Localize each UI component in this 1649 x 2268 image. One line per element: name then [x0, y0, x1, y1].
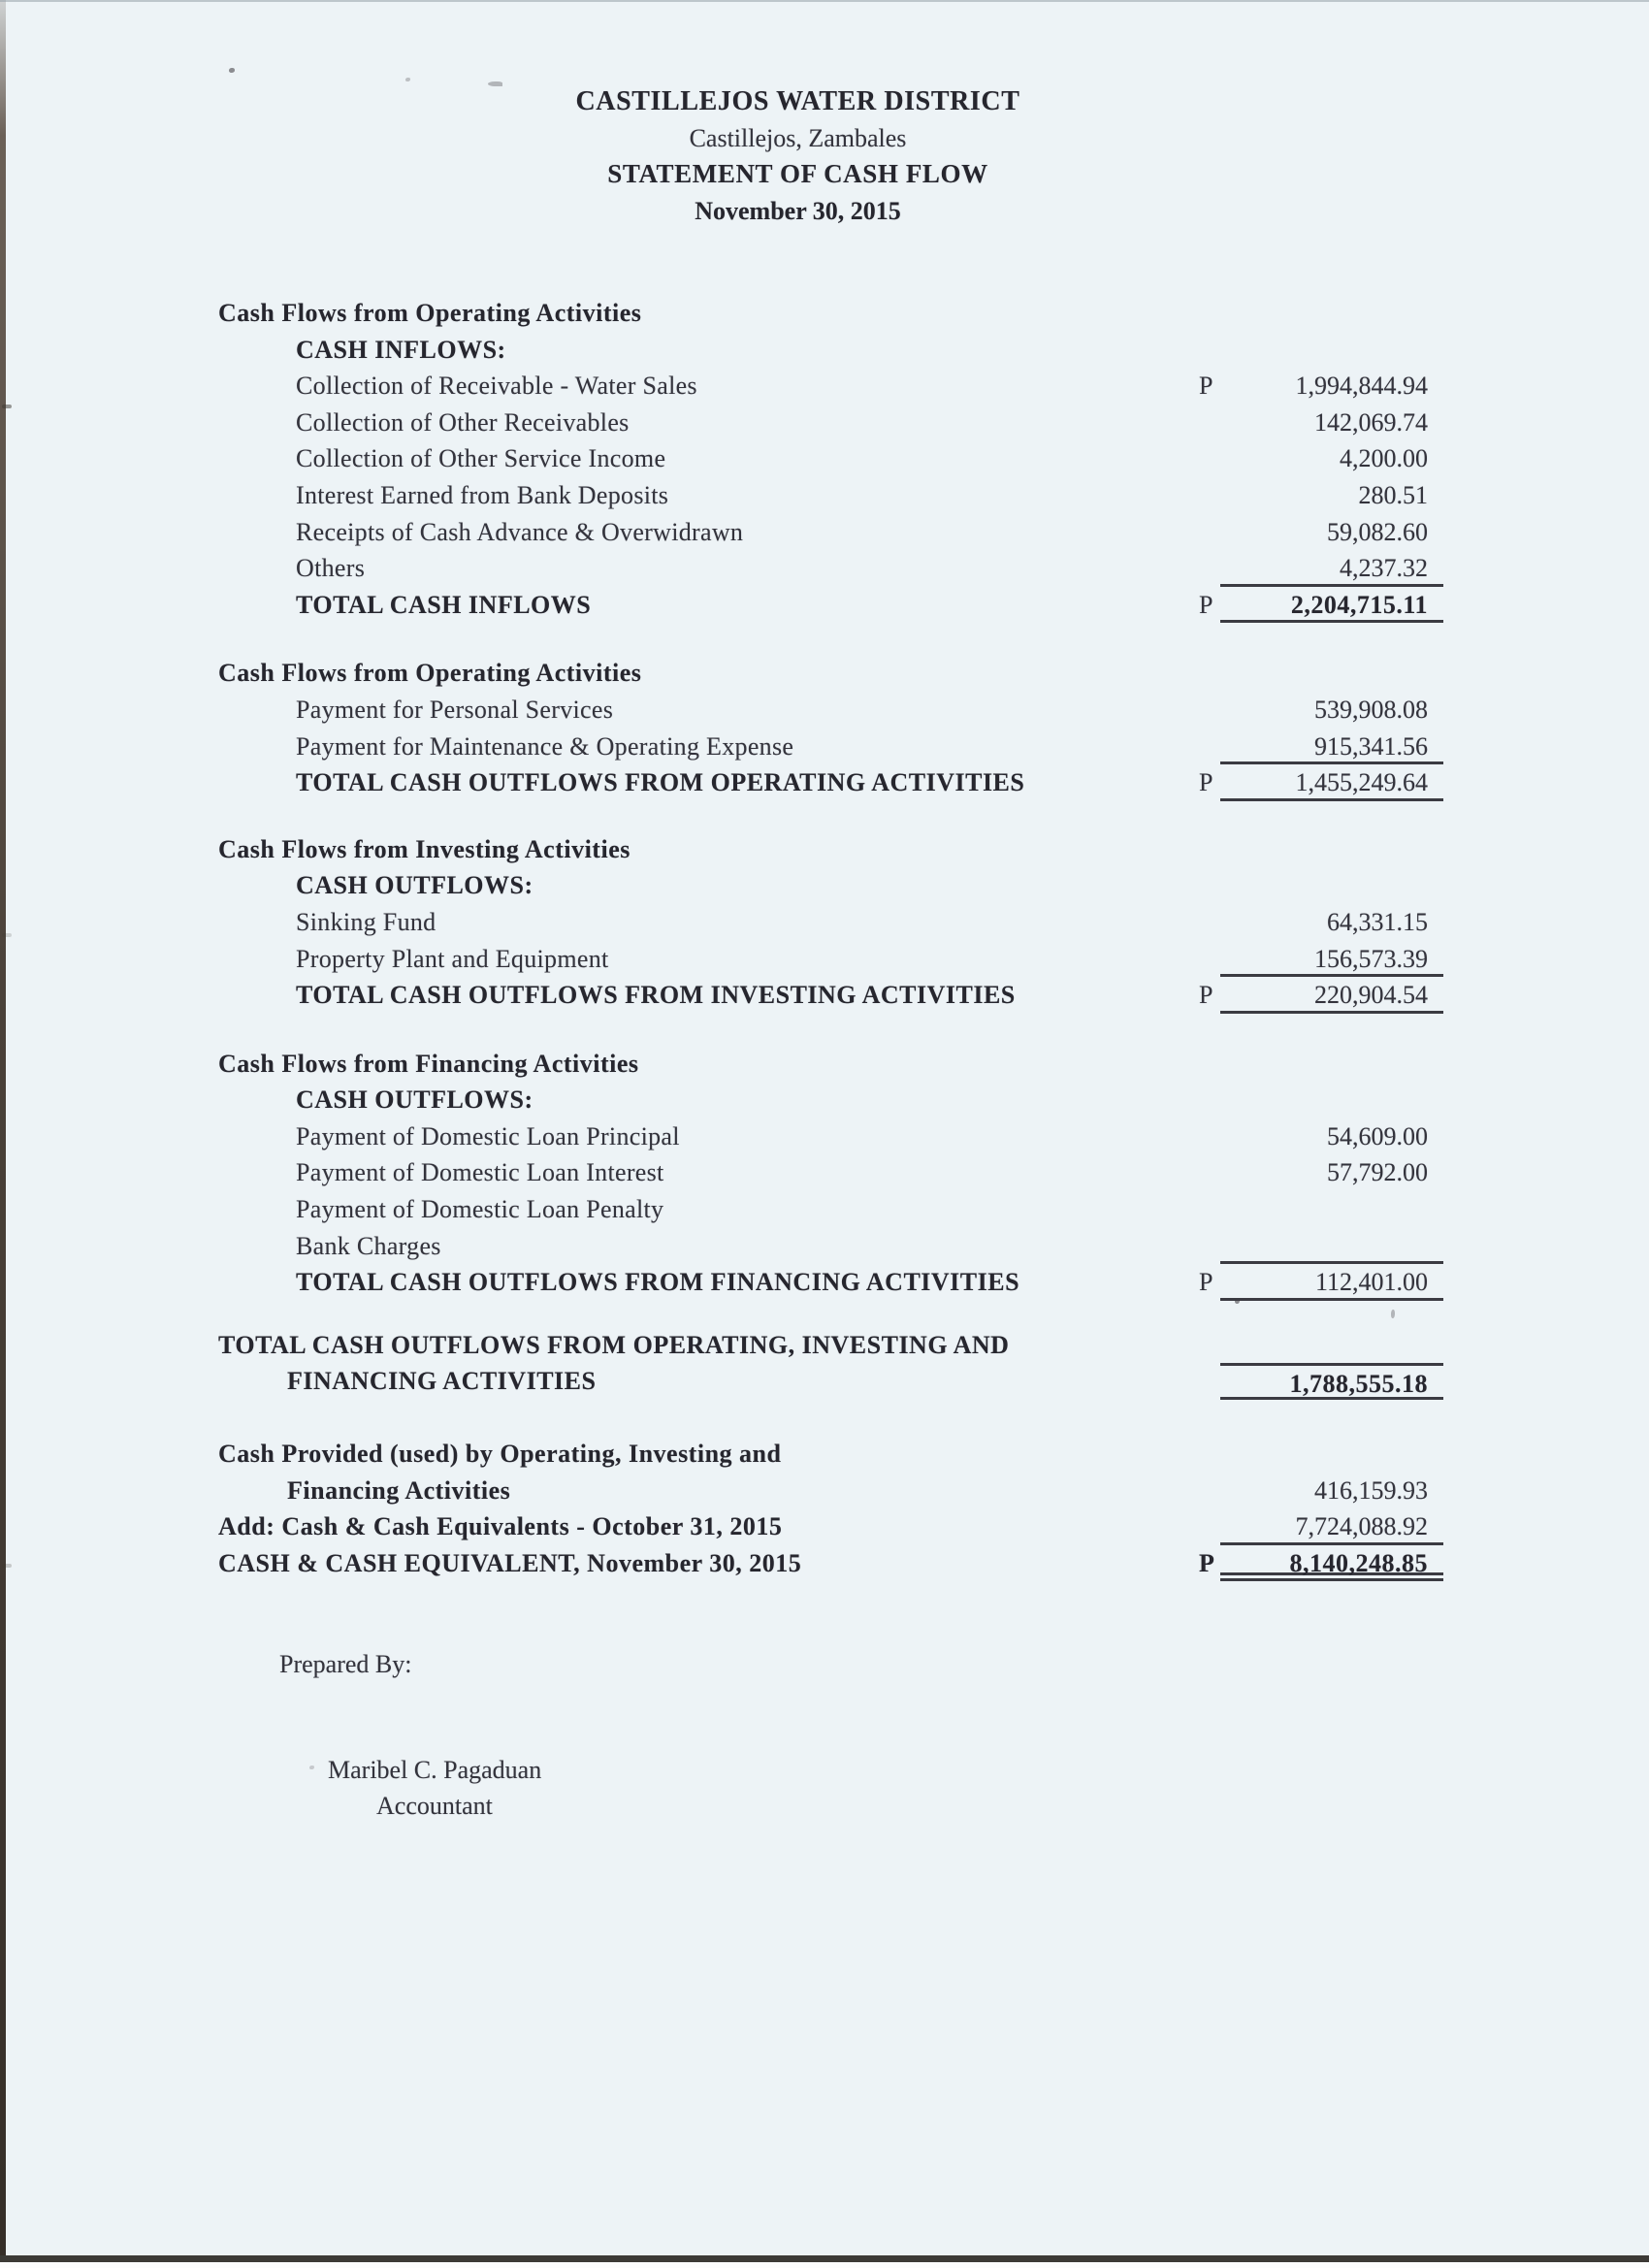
line-item-amount: 156,573.39	[1220, 941, 1443, 978]
scan-edge-top	[0, 0, 1649, 2]
section-total-label: TOTAL CASH OUTFLOWS FROM INVESTING ACTIVITIES	[296, 981, 1016, 1010]
line-item-label: Bank Charges	[296, 1231, 441, 1260]
peso-symbol: P	[1199, 1548, 1215, 1577]
spacer	[0, 1400, 1649, 1436]
add-equivalents-row	[0, 1508, 1649, 1545]
line-item-row	[0, 477, 1649, 514]
line-item-amount: 59,082.60	[1327, 517, 1428, 546]
grand-total-label-line1: TOTAL CASH OUTFLOWS FROM OPERATING, INVESTING AND	[218, 1330, 1010, 1359]
section-total-label: TOTAL CASH INFLOWS	[296, 590, 592, 619]
line-item-label: Sinking Fund	[296, 907, 436, 936]
line-item-row	[0, 514, 1649, 551]
line-item-amount	[1220, 1191, 1443, 1228]
line-item-row	[0, 1118, 1649, 1155]
line-item-row	[0, 941, 1649, 978]
section-total-amount: 1,455,249.64	[1220, 764, 1443, 801]
cash-provided-amount: 416,159.93	[1314, 1475, 1428, 1505]
section-heading: Cash Flows from Investing Activities	[218, 834, 630, 863]
line-item-row	[0, 904, 1649, 941]
peso-symbol: P	[1199, 590, 1213, 619]
organization-name: CASTILLEJOS WATER DISTRICT	[575, 86, 1020, 116]
section-subheading: CASH INFLOWS:	[296, 335, 506, 364]
line-item-row	[0, 1154, 1649, 1191]
line-item-amount: 4,200.00	[1340, 444, 1428, 473]
peso-symbol: P	[1199, 1268, 1213, 1297]
line-item-label: Collection of Receivable - Water Sales	[296, 372, 697, 401]
grand-total-label-line2: FINANCING ACTIVITIES	[287, 1367, 597, 1396]
line-item-label: Receipts of Cash Advance & Overwidrawn	[296, 517, 744, 546]
line-item-label: Collection of Other Service Income	[296, 444, 666, 473]
cash-provided-label-line1: Cash Provided (used) by Operating, Investing and	[218, 1440, 782, 1469]
line-item-amount: 57,792.00	[1327, 1158, 1428, 1187]
grand-total-amount: 1,788,555.18	[1220, 1363, 1443, 1400]
section-total-label: TOTAL CASH OUTFLOWS FROM FINANCING ACTIVITIES	[296, 1268, 1020, 1297]
cash-provided-row-2	[0, 1473, 1649, 1509]
section-total-row	[0, 977, 1649, 1014]
line-item-label: Payment of Domestic Loan Interest	[296, 1158, 664, 1187]
line-item-row	[0, 440, 1649, 477]
line-item-amount: 280.51	[1358, 480, 1428, 509]
spacer	[0, 801, 1649, 831]
section-heading: Cash Flows from Financing Activities	[218, 1049, 639, 1078]
document-header	[0, 83, 1596, 229]
add-equivalents-label: Add: Cash & Cash Equivalents - October 31, 2015	[218, 1512, 783, 1541]
ending-balance-amount: 8,140,248.85	[1220, 1545, 1443, 1582]
line-item-label: Interest Earned from Bank Deposits	[296, 480, 669, 509]
scan-edge-bottom-white	[0, 2262, 1649, 2268]
line-item-label: Collection of Other Receivables	[296, 407, 630, 437]
section-subheading-row	[0, 1082, 1649, 1118]
line-item-amount: 54,609.00	[1327, 1121, 1428, 1150]
cash-provided-label-line2: Financing Activities	[287, 1475, 511, 1505]
organization-location: Castillejos, Zambales	[689, 123, 907, 152]
section-total-label: TOTAL CASH OUTFLOWS FROM OPERATING ACTIVITIES	[296, 768, 1025, 797]
line-item-label: Others	[296, 554, 366, 583]
line-item-label: Payment for Maintenance & Operating Expense	[296, 731, 794, 761]
scan-speck	[405, 78, 410, 81]
line-item-label: Payment of Domestic Loan Principal	[296, 1121, 680, 1150]
preparer-title: Accountant	[376, 1792, 493, 1820]
line-item-amount: 539,908.08	[1314, 695, 1428, 724]
statement-date: November 30, 2015	[695, 196, 901, 225]
scan-edge-bottom	[0, 2255, 1649, 2262]
line-item-row	[0, 1228, 1649, 1265]
cash-provided-row-1	[0, 1436, 1649, 1473]
section-heading-row	[0, 655, 1649, 692]
peso-symbol: P	[1199, 372, 1213, 401]
line-item-row	[0, 692, 1649, 729]
line-item-row	[0, 550, 1649, 587]
preparer-name: Maribel C. Pagaduan	[328, 1756, 542, 1784]
add-equivalents-amount: 7,724,088.92	[1220, 1508, 1443, 1545]
line-item-row	[0, 405, 1649, 441]
section-total-amount: 220,904.54	[1220, 977, 1443, 1014]
spacer	[0, 623, 1649, 655]
section-total-amount: 112,401.00	[1220, 1264, 1443, 1301]
section-subheading-row	[0, 332, 1649, 369]
line-item-row	[0, 368, 1649, 405]
statement-body	[0, 295, 1649, 1581]
spacer	[0, 1014, 1649, 1046]
peso-symbol: P	[1199, 768, 1213, 797]
grand-total-row-1	[0, 1327, 1649, 1364]
section-subheading: CASH OUTFLOWS:	[296, 871, 534, 900]
line-item-amount	[1220, 1228, 1443, 1265]
document-title: STATEMENT OF CASH FLOW	[607, 159, 988, 189]
line-item-amount: 4,237.32	[1220, 550, 1443, 587]
ending-balance-row	[0, 1545, 1649, 1582]
section-total-amount: 2,204,715.11	[1220, 587, 1443, 624]
section-subheading: CASH OUTFLOWS:	[296, 1085, 534, 1115]
section-heading-row	[0, 831, 1649, 868]
line-item-label: Property Plant and Equipment	[296, 944, 609, 973]
section-heading: Cash Flows from Operating Activities	[218, 659, 642, 688]
ending-balance-label: CASH & CASH EQUIVALENT, November 30, 2015	[218, 1548, 802, 1577]
line-item-row	[0, 1191, 1649, 1228]
section-total-row	[0, 764, 1649, 801]
spacer	[0, 1301, 1649, 1327]
line-item-amount: 915,341.56	[1220, 729, 1443, 765]
peso-symbol: P	[1199, 981, 1213, 1010]
scan-speck	[229, 68, 235, 73]
section-total-row	[0, 587, 1649, 624]
line-item-amount: 64,331.15	[1327, 907, 1428, 936]
line-item-label: Payment for Personal Services	[296, 695, 614, 724]
grand-total-row-2	[0, 1363, 1649, 1400]
section-subheading-row	[0, 867, 1649, 904]
line-item-amount: 1,994,844.94	[1295, 372, 1428, 401]
line-item-amount: 142,069.74	[1314, 407, 1428, 437]
section-total-row	[0, 1264, 1649, 1301]
section-heading-row	[0, 295, 1649, 332]
scan-speck	[309, 1766, 314, 1769]
section-heading-row	[0, 1046, 1649, 1083]
line-item-row	[0, 729, 1649, 765]
prepared-by-label: Prepared By:	[279, 1650, 412, 1678]
line-item-label: Payment of Domestic Loan Penalty	[296, 1195, 664, 1224]
section-heading: Cash Flows from Operating Activities	[218, 299, 642, 327]
